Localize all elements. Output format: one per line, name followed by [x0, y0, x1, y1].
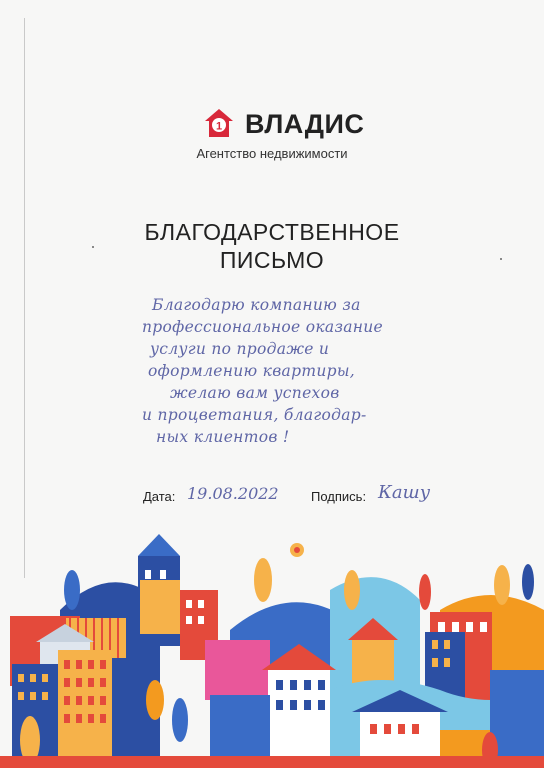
- paper-edge: [24, 18, 25, 578]
- brand-subtitle: Агентство недвижимости: [196, 146, 348, 161]
- date-value: 19.08.2022: [187, 484, 279, 503]
- message-line: ных клиентов !: [156, 428, 290, 446]
- message-line: профессиональное оказание: [142, 318, 384, 336]
- message-line: оформлению квартиры,: [148, 362, 355, 380]
- message-line: Благодарю компанию за: [152, 296, 361, 314]
- letter-title: [0, 218, 544, 274]
- message-line: услуги по продаже и: [150, 340, 330, 358]
- house-key-icon: [203, 107, 235, 139]
- title-line-1: БЛАГОДАРСТВЕННОЕ: [144, 219, 400, 245]
- brand-name: ВЛАДИС: [245, 109, 365, 139]
- city-buildings-illustration: [0, 520, 544, 768]
- brand-logo: [203, 103, 373, 143]
- message-line: желаю вам успехов: [170, 384, 340, 402]
- paper-speck: [92, 246, 94, 248]
- signature-label: Подпись:: [311, 489, 367, 504]
- title-line-2: ПИСЬМО: [219, 247, 325, 273]
- signature: Кашу: [378, 482, 431, 503]
- message-line: и процветания, благодар-: [142, 406, 367, 424]
- paper-speck: [500, 258, 502, 260]
- date-label: Дата:: [143, 489, 176, 504]
- brand-icon-digit: 1: [215, 120, 223, 133]
